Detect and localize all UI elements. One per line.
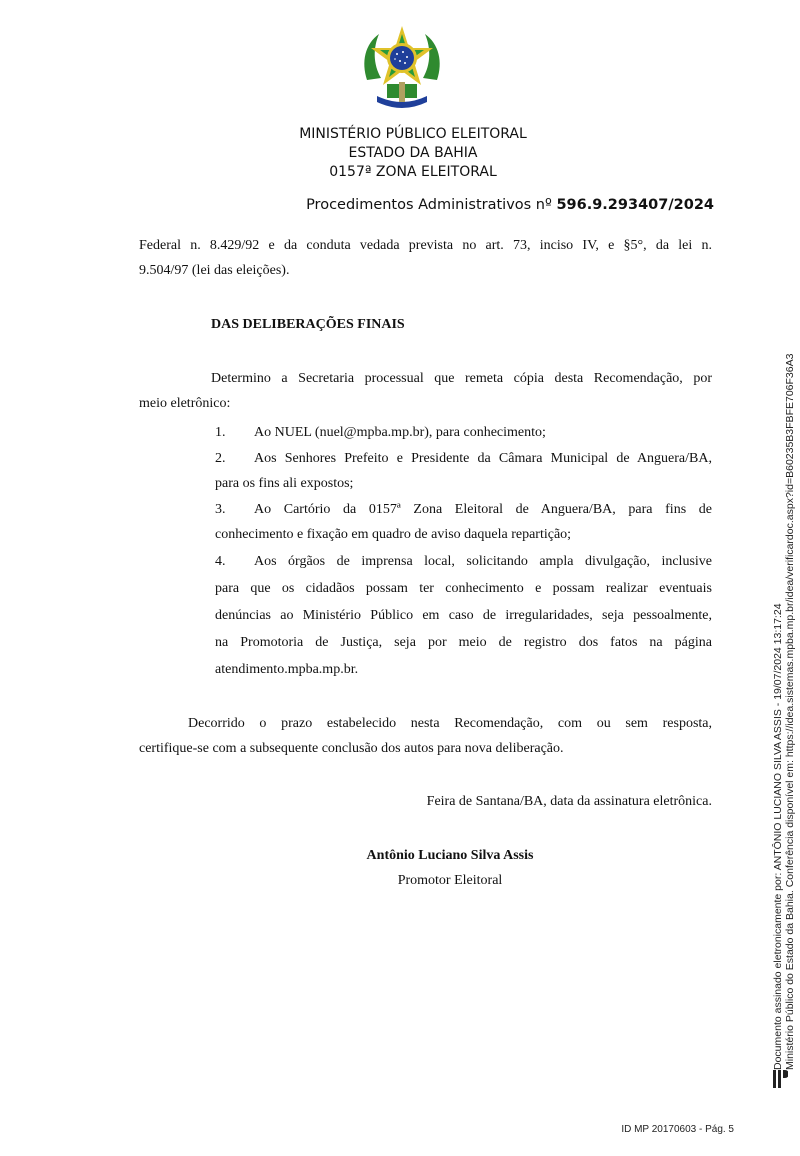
place-date: Feira de Santana/BA, data da assinatura eletrônica. [426, 794, 712, 809]
item-text: atendimento.mpba.mp.br. [215, 662, 359, 677]
org-name: MINISTÉRIO PÚBLICO ELEITORAL [299, 126, 527, 142]
item-number: 1. [215, 425, 226, 440]
item-text: conhecimento e fixação em quadro de aviso daquela repartição; [215, 527, 572, 542]
item-number: 2. [215, 451, 226, 466]
section-title: DAS DELIBERAÇÕES FINAIS [211, 317, 405, 332]
item-text: Ao NUEL (nuel@mpba.mp.br), para conhecimento; [254, 425, 546, 440]
brazil-coat-of-arms-icon [357, 22, 447, 114]
procedure-label: Procedimentos Administrativos nº [306, 197, 557, 213]
electronic-signature-stamp [772, 290, 796, 1070]
stamp-line-1: Documento assinado eletronicamente por: ANTÔNIO LUCIANO SILVA ASSIS - 19/07/2024 13:17:24 [772, 603, 784, 1070]
zone-name: 0157ª ZONA ELEITORAL [329, 164, 497, 180]
intro-line-1: Federal n. 8.429/92 e da conduta vedada prevista no art. 73, inciso IV, e §5°, da lei n. [139, 238, 712, 253]
determine-line-2: meio eletrônico: [139, 396, 231, 411]
item-text: Aos Senhores Prefeito e Presidente da Câmara Municipal de Anguera/BA, [254, 451, 712, 466]
intro-line-2: 9.504/97 (lei das eleições). [139, 263, 290, 278]
signer-name: Antônio Luciano Silva Assis [366, 848, 534, 863]
item-text: para os fins ali expostos; [215, 476, 354, 491]
stamp-line-2: Ministério Público do Estado da Bahia. Conferência disponível em: https://idea.sistemas.mpba.mp.br/idea/verificardoc.aspx?id=B60235B3FBFE706F36A3 [784, 353, 796, 1070]
mp-logo-icon [772, 1068, 788, 1090]
procedure-reference [306, 197, 714, 213]
determine-line-1: Determino a Secretaria processual que remeta cópia desta Recomendação, por [211, 371, 712, 386]
item-text: Ao Cartório da 0157ª Zona Eleitoral de Anguera/BA, para fins de [254, 502, 712, 517]
item-text: na Promotoria de Justiça, seja por meio de registro dos fatos na página [215, 635, 712, 650]
decorrido-line-1: Decorrido o prazo estabelecido nesta Recomendação, com ou sem resposta, [188, 716, 712, 731]
procedure-number: 596.9.293407/2024 [556, 197, 714, 213]
signer-role: Promotor Eleitoral [397, 873, 503, 888]
item-text: para que os cidadãos possam ter conhecimento e possam realizar eventuais [215, 581, 712, 596]
item-number: 4. [215, 554, 226, 569]
decorrido-line-2: certifique-se com a subsequente conclusão dos autos para nova deliberação. [139, 741, 564, 756]
page-footer: ID MP 20170603 - Pág. 5 [621, 1124, 734, 1135]
item-text: Aos órgãos de imprensa local, solicitando ampla divulgação, inclusive [254, 554, 712, 569]
item-text: denúncias ao Ministério Público em caso de irregularidades, seja pessoalmente, [215, 608, 712, 623]
state-name: ESTADO DA BAHIA [348, 145, 478, 161]
item-number: 3. [215, 502, 226, 517]
